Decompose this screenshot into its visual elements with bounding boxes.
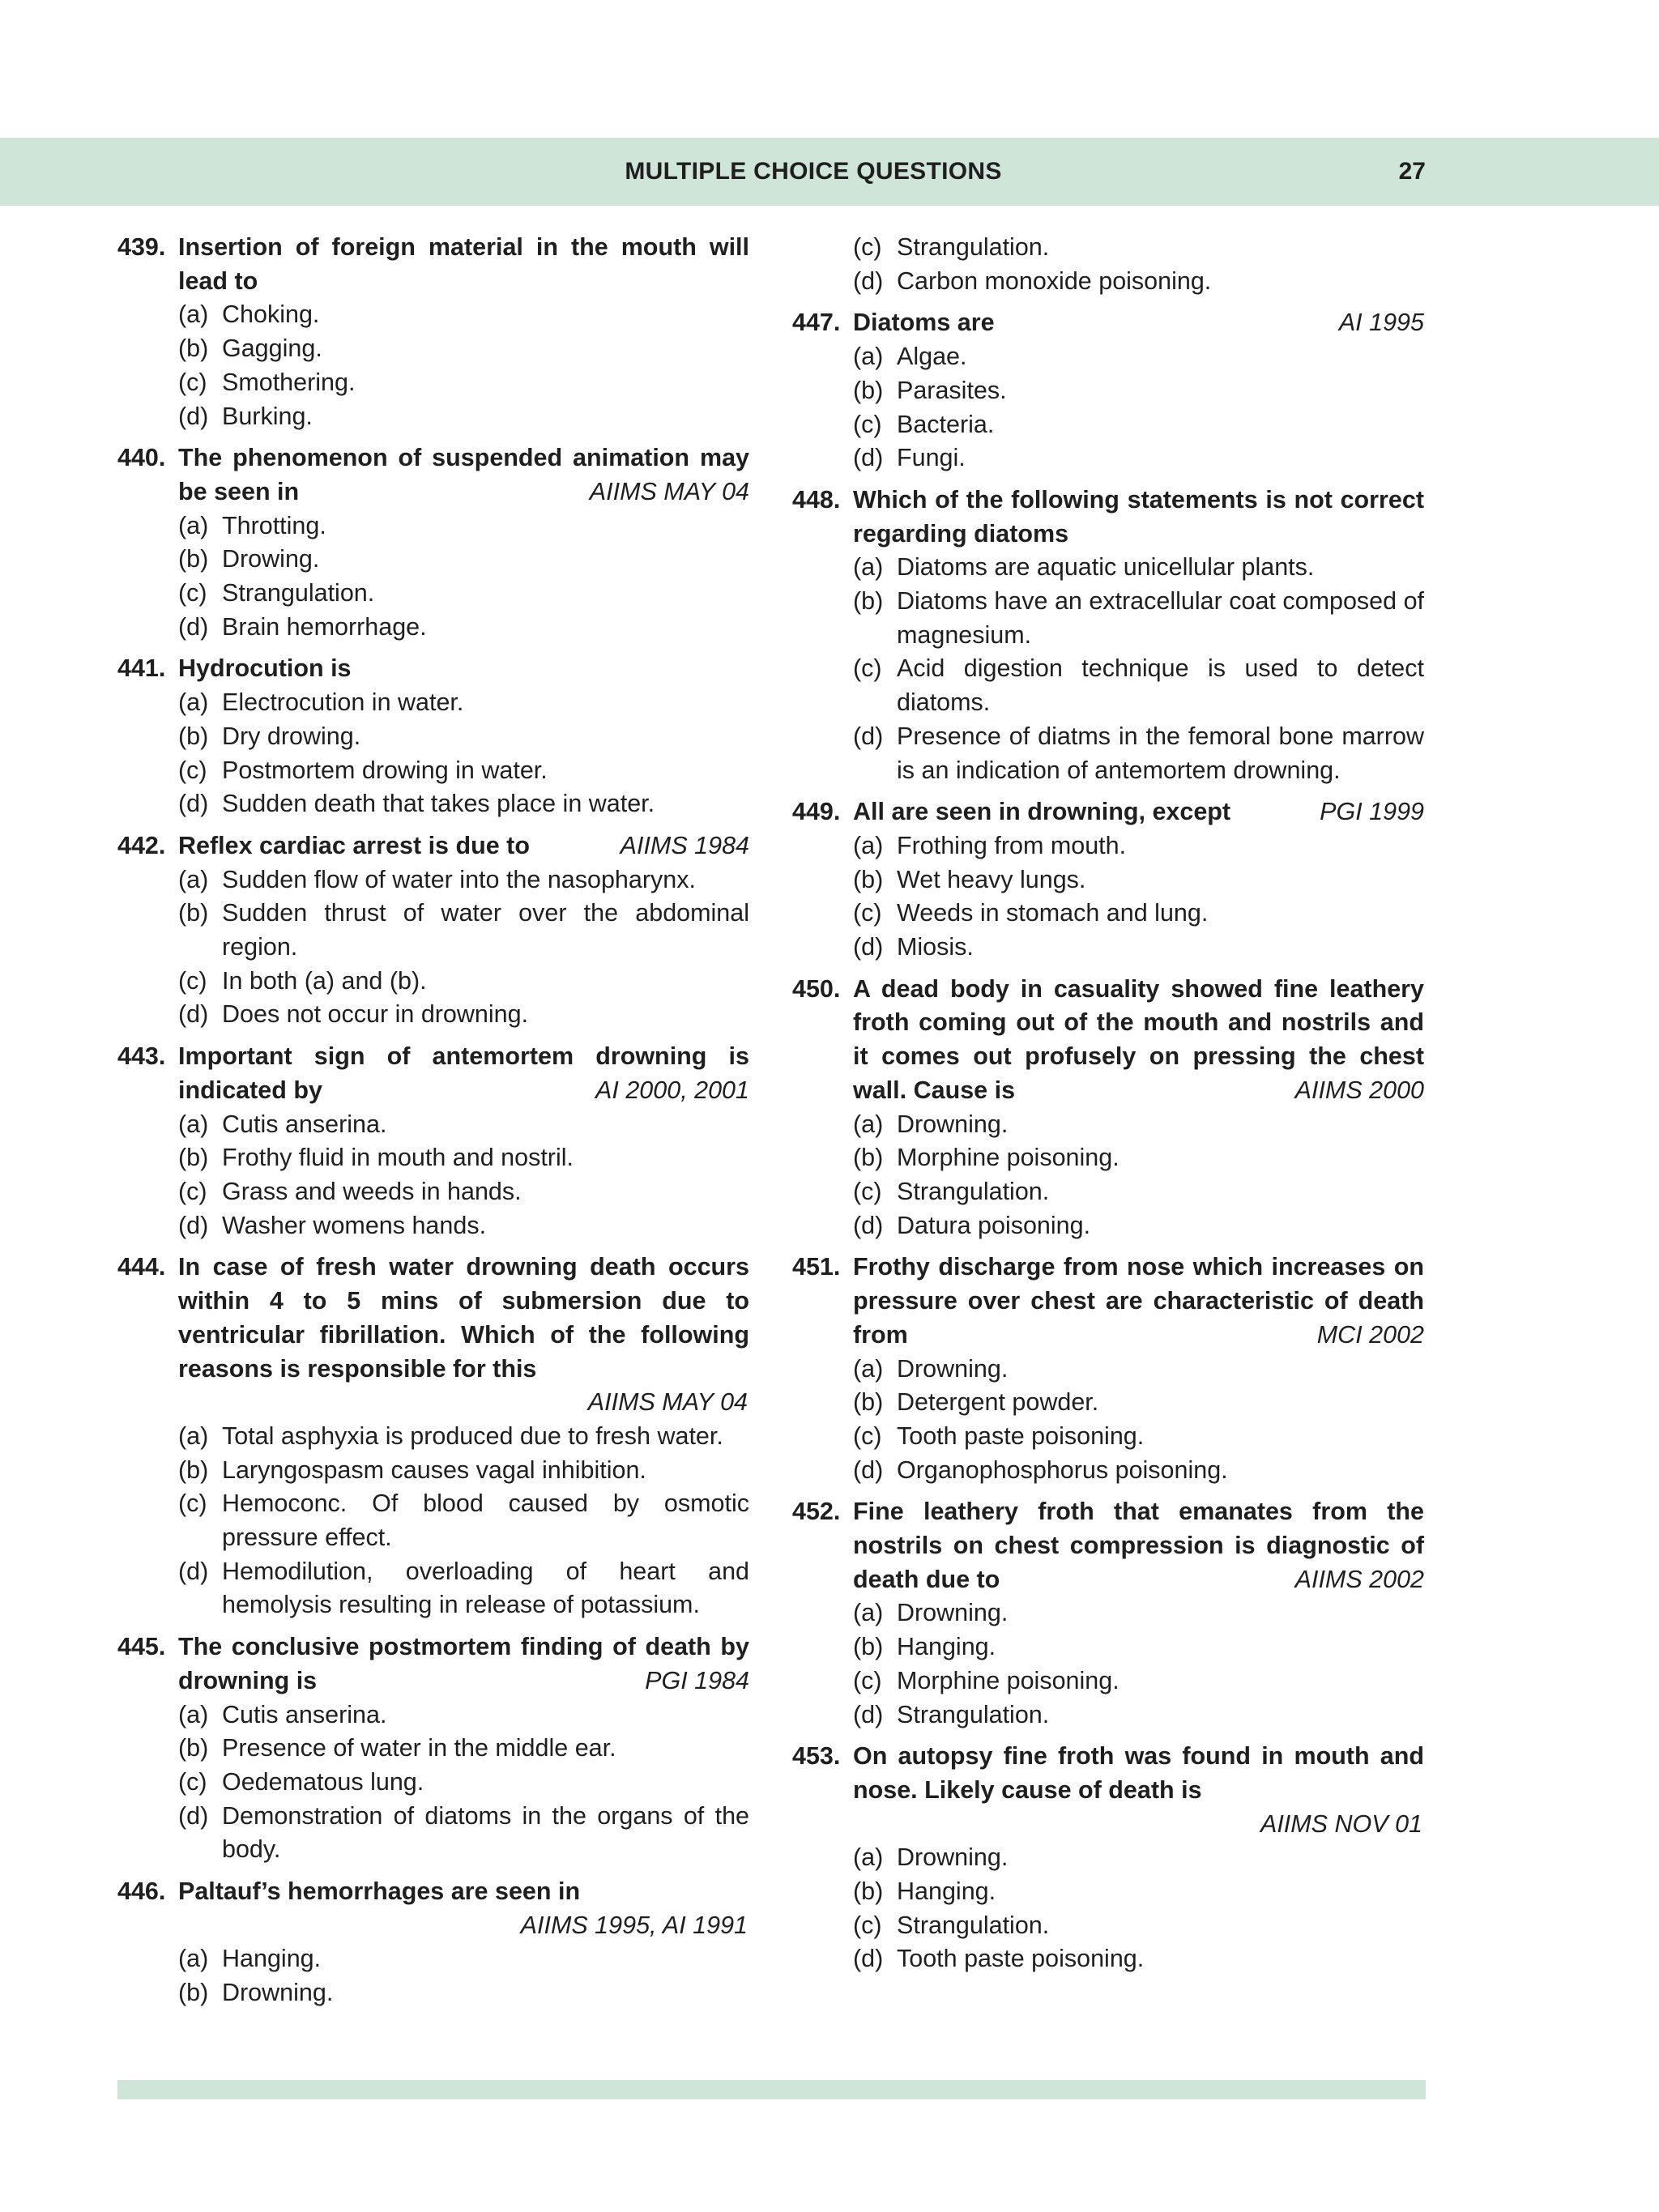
- question: [792, 1495, 1424, 1732]
- option: (b) Parasites.: [853, 376, 1007, 404]
- question: [792, 795, 1424, 965]
- question-continued: [792, 231, 1424, 298]
- question-number: 443.: [117, 1042, 166, 1071]
- question-text: In case of fresh water drowning death occurs within 4 to 5 mins of submersion due to ventricular fibrillation. Which of the following reasons is responsible for this: [178, 1253, 749, 1383]
- option: (d) Miosis.: [853, 933, 974, 961]
- option: (a) Drowning.: [853, 1110, 1009, 1138]
- question: [792, 973, 1424, 1243]
- option: (a) Throtting.: [178, 511, 326, 539]
- question: [117, 231, 749, 433]
- option: (c) Hemoconc. Of blood caused by osmotic pressure effect.: [178, 1490, 749, 1552]
- option: (c) In both (a) and (b).: [178, 966, 427, 995]
- question-number: 449.: [792, 798, 841, 826]
- question-source: AIIMS 1984: [620, 831, 749, 859]
- page-header-title: MULTIPLE CHOICE QUESTIONS: [625, 158, 1002, 185]
- question-source: AI 2000, 2001: [595, 1076, 749, 1104]
- option: (c) Grass and weeds in hands.: [178, 1177, 522, 1205]
- option: (a) Diatoms are aquatic unicellular plants.: [853, 553, 1315, 582]
- question-number: 445.: [117, 1633, 166, 1661]
- question-number: 447.: [792, 309, 841, 337]
- question-text: Frothy discharge from nose which increases on pressure over chest are characteristic of death from: [853, 1253, 1424, 1349]
- question-number: 440.: [117, 444, 166, 472]
- option: (b) Morphine poisoning.: [853, 1144, 1120, 1172]
- option: (a) Electrocution in water.: [178, 688, 464, 717]
- option: (d) Presence of diatms in the femoral bone marrow is an indication of antemortem drowning.: [853, 722, 1424, 784]
- option: (a) Drowning.: [853, 1843, 1009, 1872]
- question: [792, 1251, 1424, 1487]
- question: [117, 1040, 749, 1242]
- option: (d) Does not occur in drowning.: [178, 1000, 529, 1029]
- question-text: Diatoms are: [853, 309, 995, 337]
- question-source: AI 1995: [1338, 309, 1424, 337]
- option: (b) Hanging.: [853, 1633, 996, 1661]
- option: (a) Cutis anserina.: [178, 1700, 387, 1728]
- option: (c) Tooth paste poisoning.: [853, 1421, 1145, 1450]
- question: [792, 484, 1424, 787]
- question-number: 448.: [792, 485, 841, 514]
- option: (d) Carbon monoxide poisoning.: [853, 266, 1212, 295]
- option: (d) Demonstration of diatoms in the organs of the body.: [178, 1801, 749, 1864]
- question-number: 442.: [117, 831, 166, 859]
- option: (a) Total asphyxia is produced due to fresh water.: [178, 1421, 723, 1450]
- option: (a) Drowning.: [853, 1354, 1009, 1383]
- question-source: AIIMS 1995, AI 1991: [520, 1911, 748, 1939]
- option: (b) Dry drowing.: [178, 722, 361, 750]
- question-text: Insertion of foreign material in the mouth will lead to: [178, 233, 749, 295]
- option: (b) Gagging.: [178, 335, 322, 363]
- question: [117, 829, 749, 1032]
- left-column: [117, 231, 749, 2018]
- question-text: Which of the following statements is not correct regarding diatoms: [853, 485, 1424, 548]
- question-number: 452.: [792, 1498, 841, 1526]
- option: (c) Strangulation.: [853, 1911, 1050, 1939]
- question-text: Fine leathery froth that emanates from the nostrils on chest compression is diagnostic of death due to: [853, 1498, 1424, 1593]
- option: (c) Strangulation.: [178, 579, 375, 607]
- option: (b) Frothy fluid in mouth and nostril.: [178, 1144, 574, 1172]
- question-source: AIIMS 2000: [1294, 1076, 1424, 1104]
- question-source: AIIMS 2002: [1294, 1565, 1424, 1593]
- question-number: 441.: [117, 654, 166, 683]
- option: (c) Strangulation.: [853, 233, 1050, 261]
- option: (c) Oedematous lung.: [178, 1767, 424, 1796]
- option: (a) Frothing from mouth.: [853, 831, 1127, 859]
- question-number: 439.: [117, 233, 166, 261]
- question-number: 453.: [792, 1742, 841, 1771]
- question-number: 450.: [792, 974, 841, 1003]
- option: (c) Acid digestion technique is used to detect diatoms.: [853, 654, 1424, 717]
- option: (c) Morphine poisoning.: [853, 1666, 1120, 1694]
- question: [117, 1630, 749, 1867]
- option: (d) Organophosphorus poisoning.: [853, 1455, 1228, 1484]
- option: (d) Burking.: [178, 402, 313, 430]
- option: (d) Tooth paste poisoning.: [853, 1945, 1145, 1973]
- question-text: The conclusive postmortem finding of death by drowning is: [178, 1633, 749, 1694]
- option: (a) Algae.: [853, 343, 967, 371]
- question-source: PGI 1984: [645, 1666, 749, 1694]
- question: [117, 652, 749, 821]
- question: [117, 441, 749, 644]
- question-number: 446.: [117, 1877, 166, 1906]
- question: [117, 1875, 749, 2010]
- option: (b) Presence of water in the middle ear.: [178, 1734, 616, 1762]
- option: (b) Wet heavy lungs.: [853, 865, 1086, 893]
- option: (b) Sudden thrust of water over the abdominal region.: [178, 899, 749, 961]
- option: (c) Weeds in stomach and lung.: [853, 899, 1209, 927]
- question-text: Paltauf’s hemorrhages are seen in: [178, 1877, 581, 1906]
- option: (b) Diatoms have an extracellular coat composed of magnesium.: [853, 587, 1424, 649]
- question-number: 451.: [792, 1253, 841, 1281]
- option: (a) Sudden flow of water into the nasopharynx.: [178, 865, 696, 893]
- option: (c) Smothering.: [178, 368, 356, 396]
- option: (c) Bacteria.: [853, 410, 995, 438]
- option: (a) Cutis anserina.: [178, 1110, 387, 1138]
- option: (c) Strangulation.: [853, 1177, 1050, 1205]
- question-text: The phenomenon of suspended animation may be seen in: [178, 444, 749, 505]
- option: (a) Hanging.: [178, 1945, 322, 1973]
- question-number: 444.: [117, 1253, 166, 1281]
- question-text: On autopsy fine froth was found in mouth and nose. Likely cause of death is: [853, 1742, 1424, 1804]
- right-column: [792, 231, 1424, 1984]
- option: (b) Drowning.: [178, 1979, 334, 2007]
- question: [792, 1740, 1424, 1976]
- option: (b) Drowing.: [178, 545, 320, 573]
- question-source: AIIMS MAY 04: [587, 1388, 748, 1417]
- option: (d) Fungi.: [853, 444, 966, 472]
- option: (b) Hanging.: [853, 1877, 996, 1906]
- option: (d) Washer womens hands.: [178, 1211, 487, 1239]
- question-text: Hydrocution is: [178, 654, 352, 683]
- footer-band: [117, 2080, 1426, 2099]
- option: (a) Choking.: [178, 300, 320, 329]
- question: [792, 306, 1424, 475]
- question-source: AIIMS NOV 01: [1260, 1809, 1422, 1838]
- question-source: PGI 1999: [1320, 798, 1424, 826]
- option: (a) Drowning.: [853, 1599, 1009, 1627]
- option: (d) Datura poisoning.: [853, 1211, 1091, 1239]
- question-text: Reflex cardiac arrest is due to: [178, 831, 530, 859]
- question-text: All are seen in drowning, except: [853, 798, 1231, 826]
- question-source: MCI 2002: [1316, 1320, 1424, 1349]
- page-number: 27: [1398, 158, 1426, 185]
- option: (b) Laryngospasm causes vagal inhibition.: [178, 1455, 646, 1484]
- question-text: Important sign of antemortem drowning is indicated by: [178, 1042, 749, 1104]
- option: (d) Brain hemorrhage.: [178, 612, 427, 641]
- question-text: A dead body in casuality showed fine leathery froth coming out of the mouth and nostrils and it comes out profusely on pressing the chest wall. Cause is: [853, 974, 1424, 1104]
- option: (d) Hemodilution, overloading of heart and hemolysis resulting in release of potassium.: [178, 1557, 749, 1619]
- question: [117, 1251, 749, 1622]
- option: (d) Sudden death that takes place in water.: [178, 790, 655, 818]
- question-source: AIIMS MAY 04: [589, 477, 749, 505]
- option: (b) Detergent powder.: [853, 1388, 1099, 1417]
- option: (d) Strangulation.: [853, 1700, 1050, 1728]
- option: (c) Postmortem drowing in water.: [178, 756, 548, 784]
